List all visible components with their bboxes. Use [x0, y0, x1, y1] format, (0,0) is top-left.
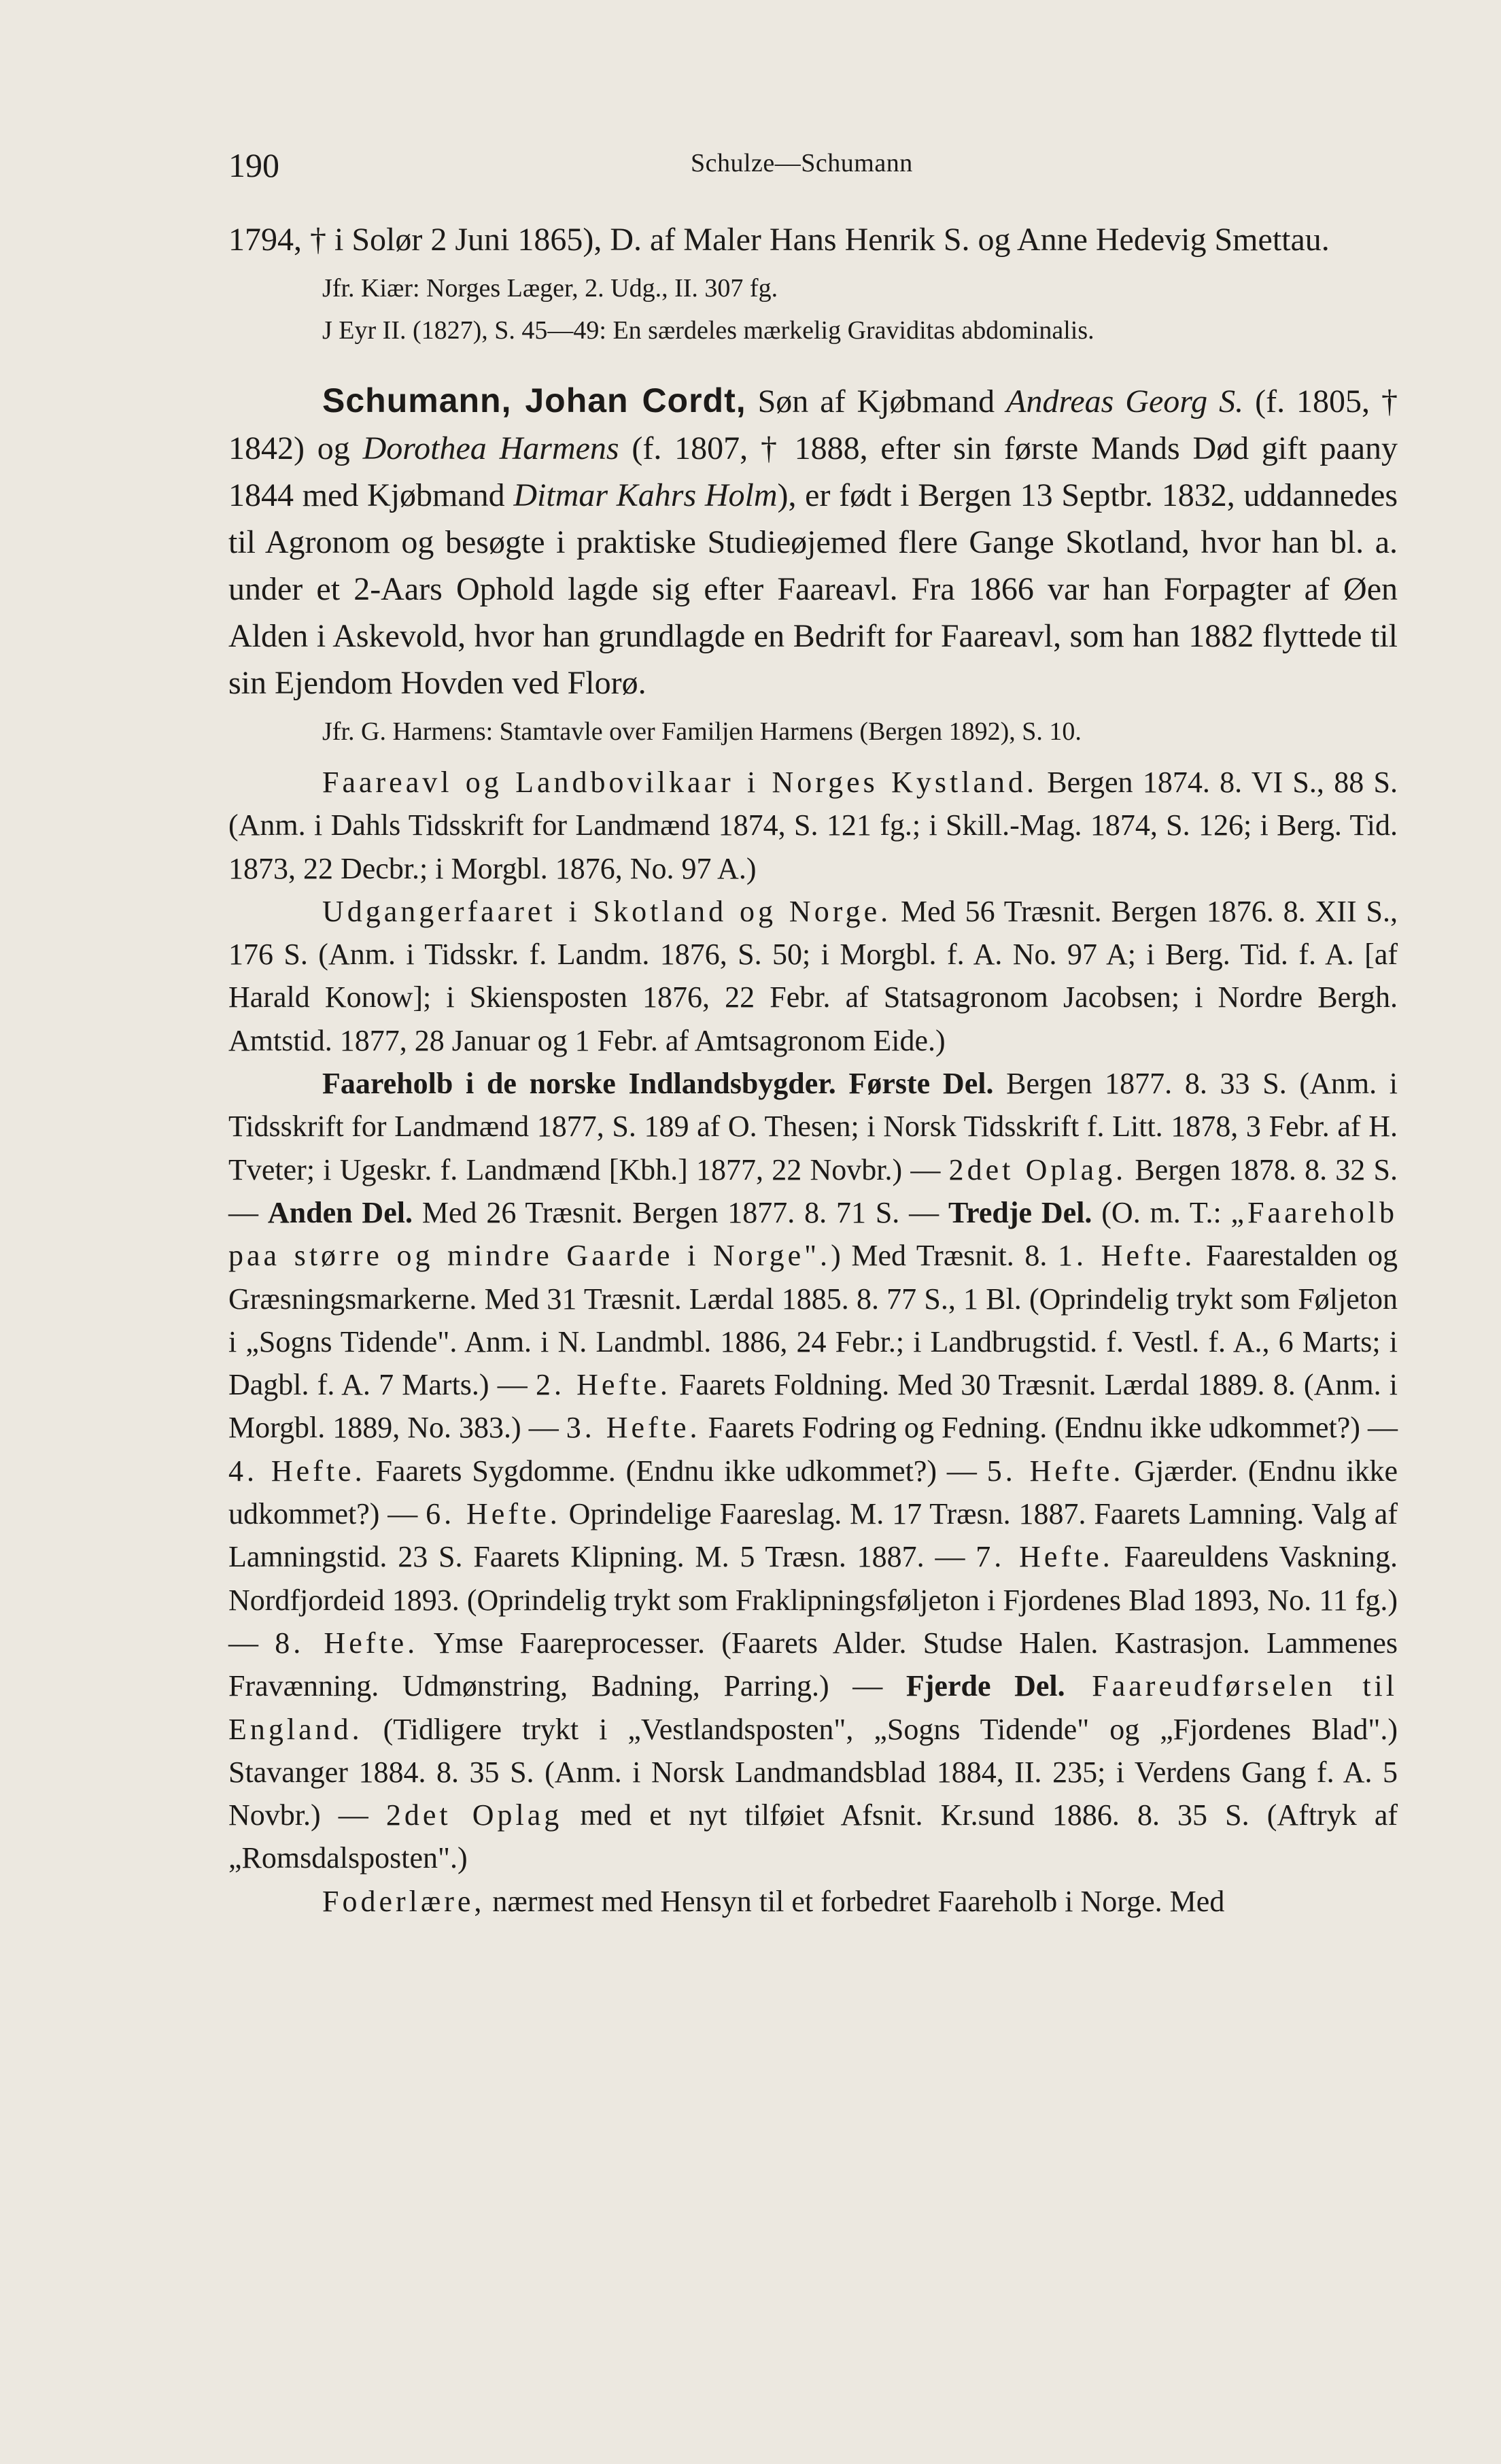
bibliography-item: Faareholb i de norske Indlandsbygder. Første Del. Bergen 1877. 8. 33 S. (Anm. i Tidsskrift for Landmænd 1877, S. 189 af O. Thesen; i Norsk Tidsskrift f. Litt. 1878, 3 Febr. af H. Tveter; i Ugeskr. f. Landmænd [Kbh.] 1877, 22 Novbr.) — 2det Oplag. Bergen 1878. 8. 32 S. — Anden Del. Med 26 Træsnit. Bergen 1877. 8. 71 S. — Tredje Del. (O. m. T.: „Faareholb paa større og mindre Gaarde i Norge".) Med Træsnit. 8. 1. Hefte. Faarestalden og Græsningsmarkerne. Med 31 Træsnit. Lærdal 1885. 8. 77 S., 1 Bl. (Oprindelig trykt som Føljeton i „Sogns Tidende". Anm. i N. Landmbl. 1886, 24 Febr.; i Landbrugstid. f. Vestl. f. A., 6 Marts; i Dagbl. f. A. 7 Marts.) — 2. Hefte. Faarets Foldning. Med 30 Træsnit. Lærdal 1889. 8. (Anm. i Morgbl. 1889, No. 383.) — 3. Hefte. Faarets Fodring og Fedning. (Endnu ikke udkommet?) — 4. Hefte. Faarets Sygdomme. (Endnu ikke udkommet?) — 5. Hefte. Gjærder. (Endnu ikke udkommet?) — 6. Hefte. Oprindelige Faareslag. M. 17 Træsn. 1887. Faarets Lamning. Valg af Lamningstid. 23 S. Faarets Klipning. M. 5 Træsn. 1887. — 7. Hefte. Faareuldens Vaskning. Nordfjordeid 1893. (Oprindelig trykt som Fraklipningsføljeton i Fjordenes Blad 1893, No. 11 fg.) — 8. Hefte. Ymse Faareprocesser. (Faarets Alder. Studse Halen. Kastrasjon. Lammenes Fravænning. Udmønstring, Badning, Parring.) — Fjerde Del. Faareudførselen til England. (Tidligere trykt i „Vestlandsposten", „Sogns Tidende" og „Fjordenes Blad".) Stavanger 1884. 8. 35 S. (Anm. i Norsk Landmandsblad 1884, II. 235; i Verdens Gang f. A. 5 Novbr.) — 2det Oplag med et nyt tilføiet Afsnit. Kr.sund 1886. 8. 35 S. (Aftryk af „Romsdalsposten".) [228, 1067, 1398, 1875]
work-title: Faareholb i de norske Indlandsbygder. [322, 1067, 836, 1101]
bibliography [228, 761, 1398, 1923]
work-title: Foderlære, [322, 1884, 485, 1918]
page-body [228, 216, 1398, 1923]
page-number: 190 [228, 146, 279, 184]
reference-line: J Eyr II. (1827), S. 45—49: En særdeles mærkelig Graviditas abdominalis. [322, 316, 1094, 345]
reference-line: Jfr. G. Harmens: Stamtavle over Familjen Harmens (Bergen 1892), S. 10. [322, 717, 1082, 746]
bibliography-item: Udgangerfaaret i Skotland og Norge. Med 56 Træsnit. Bergen 1876. 8. XII S., 176 S. (Anm. i Tidsskr. f. Landm. 1876, S. 50; i Morgbl. f. A. No. 97 A; i Berg. Tid. f. A. [af Harald Konow]; i Skiensposten 1876, 22 Febr. af Statsagronom Jacobsen; i Nordre Bergh. Amtstid. 1877, 28 Januar og 1 Febr. af Amtsagronom Eide.) [228, 894, 1398, 1057]
bibliography-item: Faareavl og Landbovilkaar i Norges Kystland. Bergen 1874. 8. VI S., 88 S. (Anm. i Dahls Tidsskrift for Landmænd 1874, S. 121 fg.; i Skill.-Mag. 1874, S. 126; i Berg. Tid. 1873, 22 Decbr.; i Morgbl. 1876, No. 97 A.) [228, 766, 1398, 885]
bibliography-item: Foderlære, nærmest med Hensyn til et forbedret Faareholb i Norge. Med [322, 1884, 1225, 1918]
work-title: Udgangerfaaret i Skotland og Norge. [322, 894, 892, 928]
stepfather-name: Ditmar Kahrs Holm [513, 477, 778, 513]
biography-entry: Schumann, Johan Cordt, Søn af Kjøbmand Andreas Georg S. (f. 1805, † 1842) og Dorothea Harmens (f. 1807, † 1888, efter sin første Mands Død gift paany 1844 med Kjøbmand Ditmar Kahrs Holm), er født i Bergen 13 Septbr. 1832, uddannedes til Agronom og besøgte i praktiske Studieøjemed flere Gange Skotland, hvor han bl. a. under et 2-Aars Ophold lagde sig efter Faareavl. Fra 1866 var han Forpagter af Øen Alden i Askevold, hvor han grundlagde en Bedrift for Faareavl, som han 1882 flyttede til sin Ejendom Hovden ved Florø. [228, 381, 1398, 701]
running-title: Schulze—Schumann [691, 149, 913, 177]
work-title: Faareavl og Landbovilkaar i Norges Kystland. [322, 766, 1037, 799]
reference-line: Jfr. Kiær: Norges Læger, 2. Udg., II. 307 fg. [322, 274, 778, 303]
father-name: Andreas Georg S. [1006, 383, 1244, 420]
page-header [228, 146, 1398, 186]
mother-name: Dorothea Harmens [362, 430, 619, 466]
previous-entry-continuation: 1794, † i Solør 2 Juni 1865), D. af Maler Hans Henrik S. og Anne Hedevig Smettau. [228, 222, 1330, 258]
entry-name: Schumann, Johan Cordt, [322, 381, 746, 420]
